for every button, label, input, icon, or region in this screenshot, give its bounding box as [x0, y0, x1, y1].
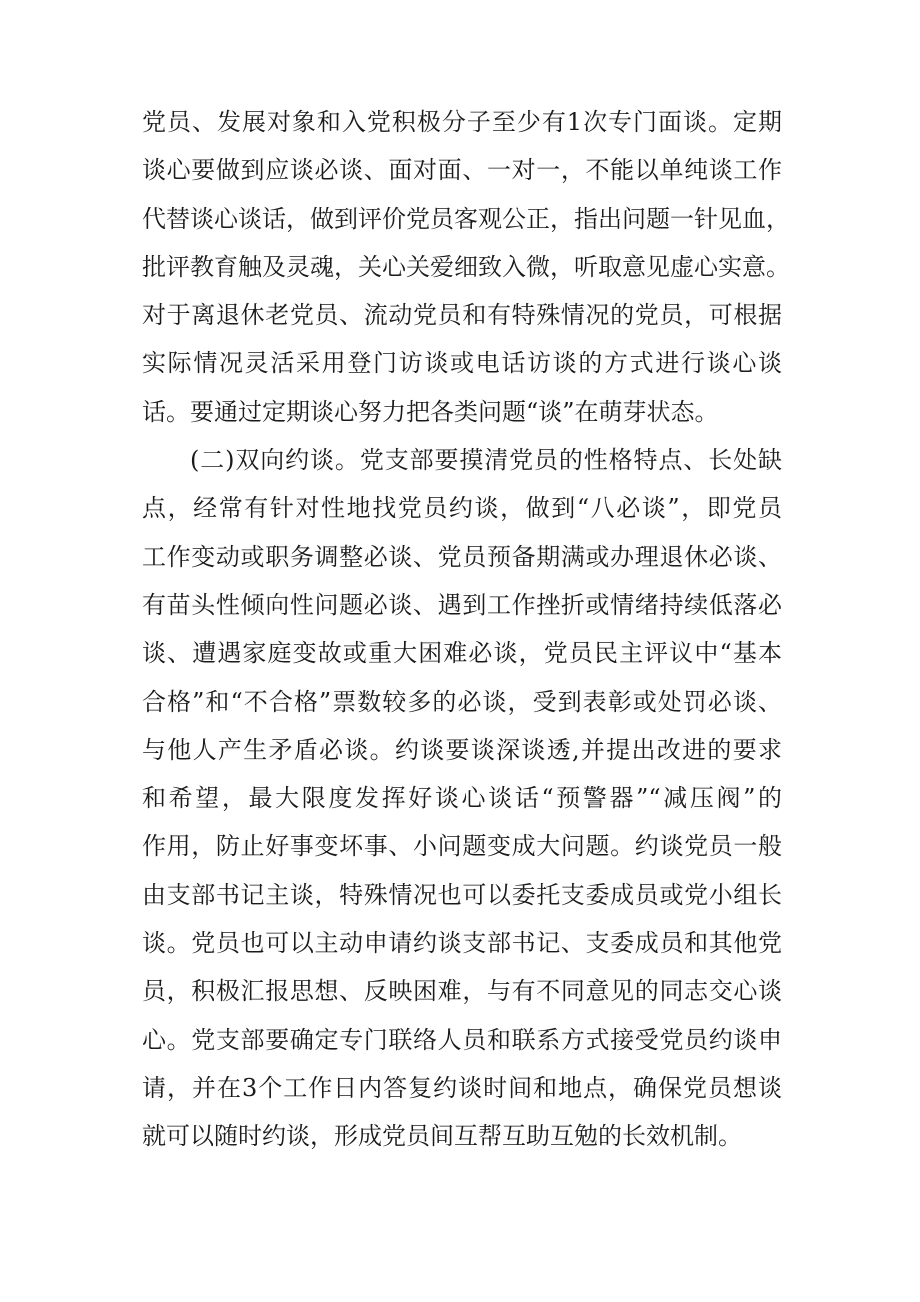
text-line: 有苗头性倾向性问题必谈、遇到工作挫折或情绪持续低落必	[142, 590, 782, 619]
text-line: 话。要通过定期谈心努力把各类问题“谈”在萌芽状态。	[142, 397, 719, 426]
text-line: 谈。党员也可以主动申请约谈支部书记、支委成员和其他党	[142, 929, 782, 958]
text-line: 批评教育触及灵魂，关心关爱细致入微，听取意见虚心实意。	[142, 252, 790, 281]
text-line: (二)双向约谈。党支部要摸清党员的性格特点、长处缺	[190, 446, 782, 475]
text-line: 请，并在3个工作日内答复约谈时间和地点，确保党员想谈	[142, 1073, 782, 1102]
text-line: 和希望，最大限度发挥好谈心谈话“预警器”“减压阀”的	[142, 784, 782, 813]
text-line: 谈、遭遇家庭变故或重大困难必谈，党员民主评议中“基本	[142, 639, 782, 668]
text-line: 实际情况灵活采用登门访谈或电话访谈的方式进行谈心谈	[142, 349, 782, 378]
paragraph-2	[142, 436, 782, 1160]
text-line: 由支部书记主谈，特殊情况也可以委托支委成员或党小组长	[142, 880, 782, 909]
text-line: 工作变动或职务调整必谈、党员预备期满或办理退休必谈、	[142, 542, 782, 571]
document-body	[142, 98, 790, 1161]
text-line: 与他人产生矛盾必谈。约谈要谈深谈透,并提出改进的要求	[142, 735, 782, 764]
text-line: 点，经常有针对性地找党员约谈，做到“八必谈”，即党员	[142, 494, 782, 523]
text-line: 作用，防止好事变坏事、小问题变成大问题。约谈党员一般	[142, 832, 782, 861]
text-line: 谈心要做到应谈必谈、面对面、一对一，不能以单纯谈工作	[142, 156, 782, 185]
text-line: 就可以随时约谈，形成党员间互帮互助互勉的长效机制。	[142, 1122, 742, 1151]
text-line: 员，积极汇报思想、反映困难，与有不同意见的同志交心谈	[142, 977, 782, 1006]
text-line: 代替谈心谈话，做到评价党员客观公正，指出问题一针见血，	[142, 204, 790, 233]
text-line: 对于离退休老党员、流动党员和有特殊情况的党员，可根据	[142, 301, 782, 330]
text-line: 心。党支部要确定专门联络人员和联系方式接受党员约谈申	[142, 1025, 782, 1054]
text-line: 党员、发展对象和入党积极分子至少有1次专门面谈。定期	[142, 108, 782, 136]
text-line: 合格”和“不合格”票数较多的必谈，受到表彰或处罚必谈、	[142, 687, 782, 716]
paragraph-1	[142, 98, 790, 436]
